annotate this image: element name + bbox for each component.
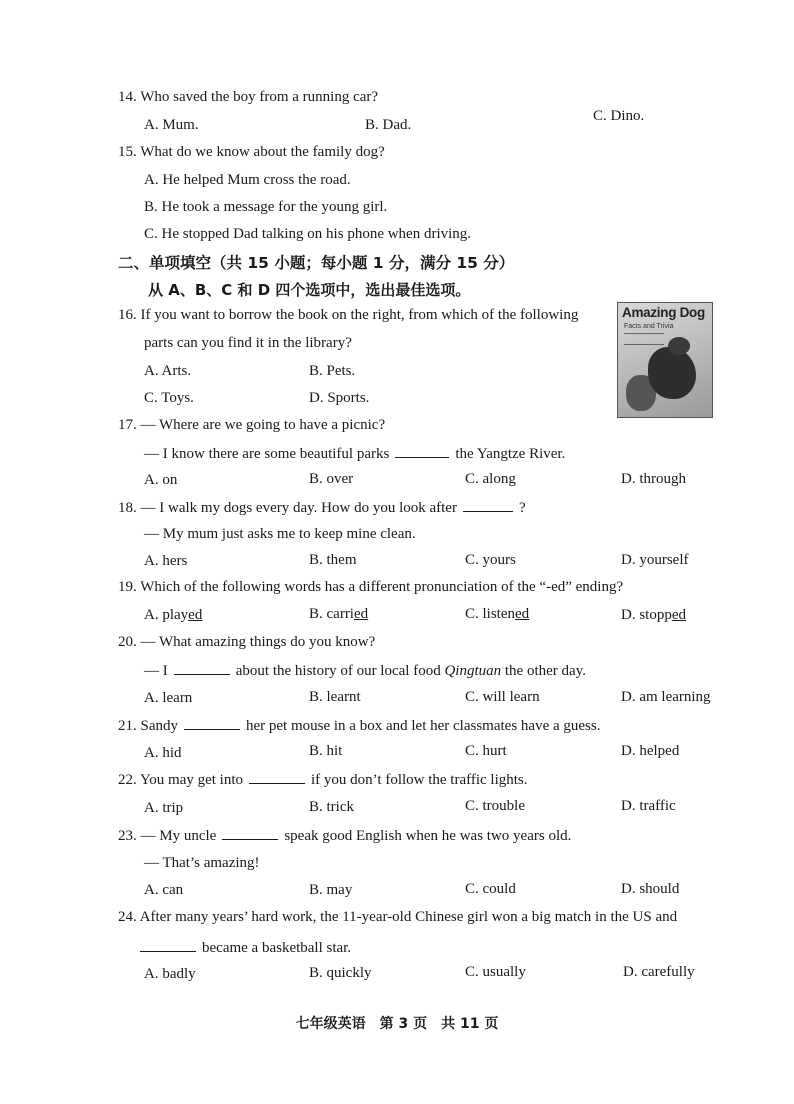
q24-option-a: A. badly xyxy=(144,966,196,982)
q18-blank xyxy=(463,497,513,512)
q17-option-d: D. through xyxy=(621,471,686,487)
q20-question: 20. — What amazing things do you know? xyxy=(118,634,376,650)
q24-stem-line2-text: became a basketball star. xyxy=(202,940,352,956)
q21-option-d: D. helped xyxy=(621,743,680,759)
q24-option-c: C. usually xyxy=(465,964,526,980)
q23-option-a: A. can xyxy=(144,882,184,898)
q22-blank xyxy=(249,769,305,784)
q21-stem-end: her pet mouse in a box and let her classmates have a guess. xyxy=(246,718,601,734)
q21-option-c: C. hurt xyxy=(465,743,507,759)
q18-option-c: C. yours xyxy=(465,552,516,568)
book-subtitle: Facts and Trivia xyxy=(624,323,674,330)
q20-option-a: A. learn xyxy=(144,690,193,706)
q21-stem-start: 21. Sandy xyxy=(118,718,178,734)
book-title: Amazing Dog xyxy=(622,305,705,320)
q15-option-c: C. He stopped Dad talking on his phone when driving. xyxy=(144,226,472,242)
q16-option-a: A. Arts. xyxy=(144,363,192,379)
q23-question-start: 23. — My uncle xyxy=(118,828,217,844)
q19-option-d xyxy=(621,606,686,624)
q19-option-a-stem: A. play xyxy=(144,607,189,623)
q23-question-end: speak good English when he was two years old. xyxy=(284,828,572,844)
q19-option-c-stem: C. listen xyxy=(465,606,516,622)
q14-option-b: B. Dad. xyxy=(365,117,412,133)
q17-option-a: A. on xyxy=(144,472,178,488)
q19-option-d-ending: ed xyxy=(671,607,687,623)
q16-stem-line1: 16. If you want to borrow the book on the right, from which of the following xyxy=(118,307,579,323)
q14-option-c: C. Dino. xyxy=(593,108,645,124)
q22-option-b: B. trick xyxy=(309,799,354,815)
q17-answer-line xyxy=(144,443,565,463)
q19-option-a-ending: ed xyxy=(188,607,203,623)
q21-blank xyxy=(184,715,240,730)
book-cover-decoration xyxy=(624,333,664,345)
q17-answer-text-before: — I know there are some beautiful parks xyxy=(144,446,390,462)
q16-stem-line2: parts can you find it in the library? xyxy=(144,335,352,351)
q22-stem-start: 22. You may get into xyxy=(118,772,244,788)
q17-option-b: B. over xyxy=(309,471,354,487)
q17-question: 17. — Where are we going to have a picnic? xyxy=(118,417,386,433)
q22-option-a: A. trip xyxy=(144,800,184,816)
q24-option-d: D. carefully xyxy=(623,964,695,980)
q18-question-end: ? xyxy=(518,500,526,516)
q23-option-d: D. should xyxy=(621,881,680,897)
q24-stem-line1: 24. After many years’ hard work, the 11-year-old Chinese girl won a big match in the US and xyxy=(118,909,678,925)
q17-answer-text-after: the Yangtze River. xyxy=(455,446,566,462)
q17-blank xyxy=(395,443,449,458)
q19-option-c-ending: ed xyxy=(515,606,530,622)
q22-option-d: D. traffic xyxy=(621,798,676,814)
page-footer: 七年级英语 第 3 页 共 11 页 xyxy=(295,1016,499,1032)
q17-option-c: C. along xyxy=(465,471,516,487)
q18-option-d: D. yourself xyxy=(621,552,689,568)
q22-stem-end: if you don’t follow the traffic lights. xyxy=(311,772,528,788)
q19-option-c xyxy=(465,605,529,623)
q23-option-b: B. may xyxy=(309,882,353,898)
q15-option-b: B. He took a message for the young girl. xyxy=(144,199,388,215)
section-title: 二、单项填空（共 15 小题；每小题 1 分，满分 15 分） xyxy=(118,254,515,272)
q21-option-a: A. hid xyxy=(144,745,182,761)
q21-option-b: B. hit xyxy=(309,743,343,759)
q16-option-d: D. Sports. xyxy=(309,390,370,406)
q20-answer-mid: about the history of our local food xyxy=(235,663,441,679)
q23-question-line xyxy=(118,825,571,845)
q22-option-c: C. trouble xyxy=(465,798,525,814)
q19-option-b-ending: ed xyxy=(353,606,369,622)
q21-stem xyxy=(118,715,600,735)
q20-answer-start: — I xyxy=(144,663,168,679)
q19-option-d-stem: D. stopp xyxy=(621,607,672,623)
q20-option-c: C. will learn xyxy=(465,689,540,705)
q18-question-text: 18. — I walk my dogs every day. How do you look after xyxy=(118,500,457,516)
q19-stem: 19. Which of the following words has a different pronunciation of the “-ed” ending? xyxy=(118,579,624,595)
q19-option-b-stem: B. carri xyxy=(309,606,354,622)
q15-stem: 15. What do we know about the family dog? xyxy=(118,144,385,160)
q18-option-b: B. them xyxy=(309,552,357,568)
q20-food-name: Qingtuan xyxy=(444,663,502,679)
q20-answer-line xyxy=(144,660,586,680)
q14-option-a: A. Mum. xyxy=(144,117,199,133)
q19-option-a xyxy=(144,606,202,624)
q23-answer-line: — That’s amazing! xyxy=(144,855,260,871)
q20-answer-end: the other day. xyxy=(504,663,586,679)
book-cover-dog-head xyxy=(668,337,690,355)
q20-option-d: D. am learning xyxy=(621,689,711,705)
q19-option-b xyxy=(309,605,368,623)
q24-stem-line2 xyxy=(140,937,351,957)
q18-question-line xyxy=(118,497,526,517)
q23-option-c: C. could xyxy=(465,881,516,897)
q24-option-b: B. quickly xyxy=(309,965,372,981)
q16-option-c: C. Toys. xyxy=(144,390,194,406)
q23-blank xyxy=(222,825,278,840)
book-cover-dog-body xyxy=(648,347,696,399)
section-instruction: 从 A、B、C 和 D 四个选项中，选出最佳选项。 xyxy=(148,281,471,299)
q20-blank xyxy=(174,660,230,675)
q20-option-b: B. learnt xyxy=(309,689,361,705)
q18-answer-line: — My mum just asks me to keep mine clean. xyxy=(144,526,416,542)
book-cover-image xyxy=(617,302,713,418)
q24-blank xyxy=(140,937,196,952)
q16-option-b: B. Pets. xyxy=(309,363,356,379)
q22-stem xyxy=(118,769,528,789)
q14-stem: 14. Who saved the boy from a running car? xyxy=(118,89,379,105)
q18-option-a: A. hers xyxy=(144,553,188,569)
q15-option-a: A. He helped Mum cross the road. xyxy=(144,172,351,188)
